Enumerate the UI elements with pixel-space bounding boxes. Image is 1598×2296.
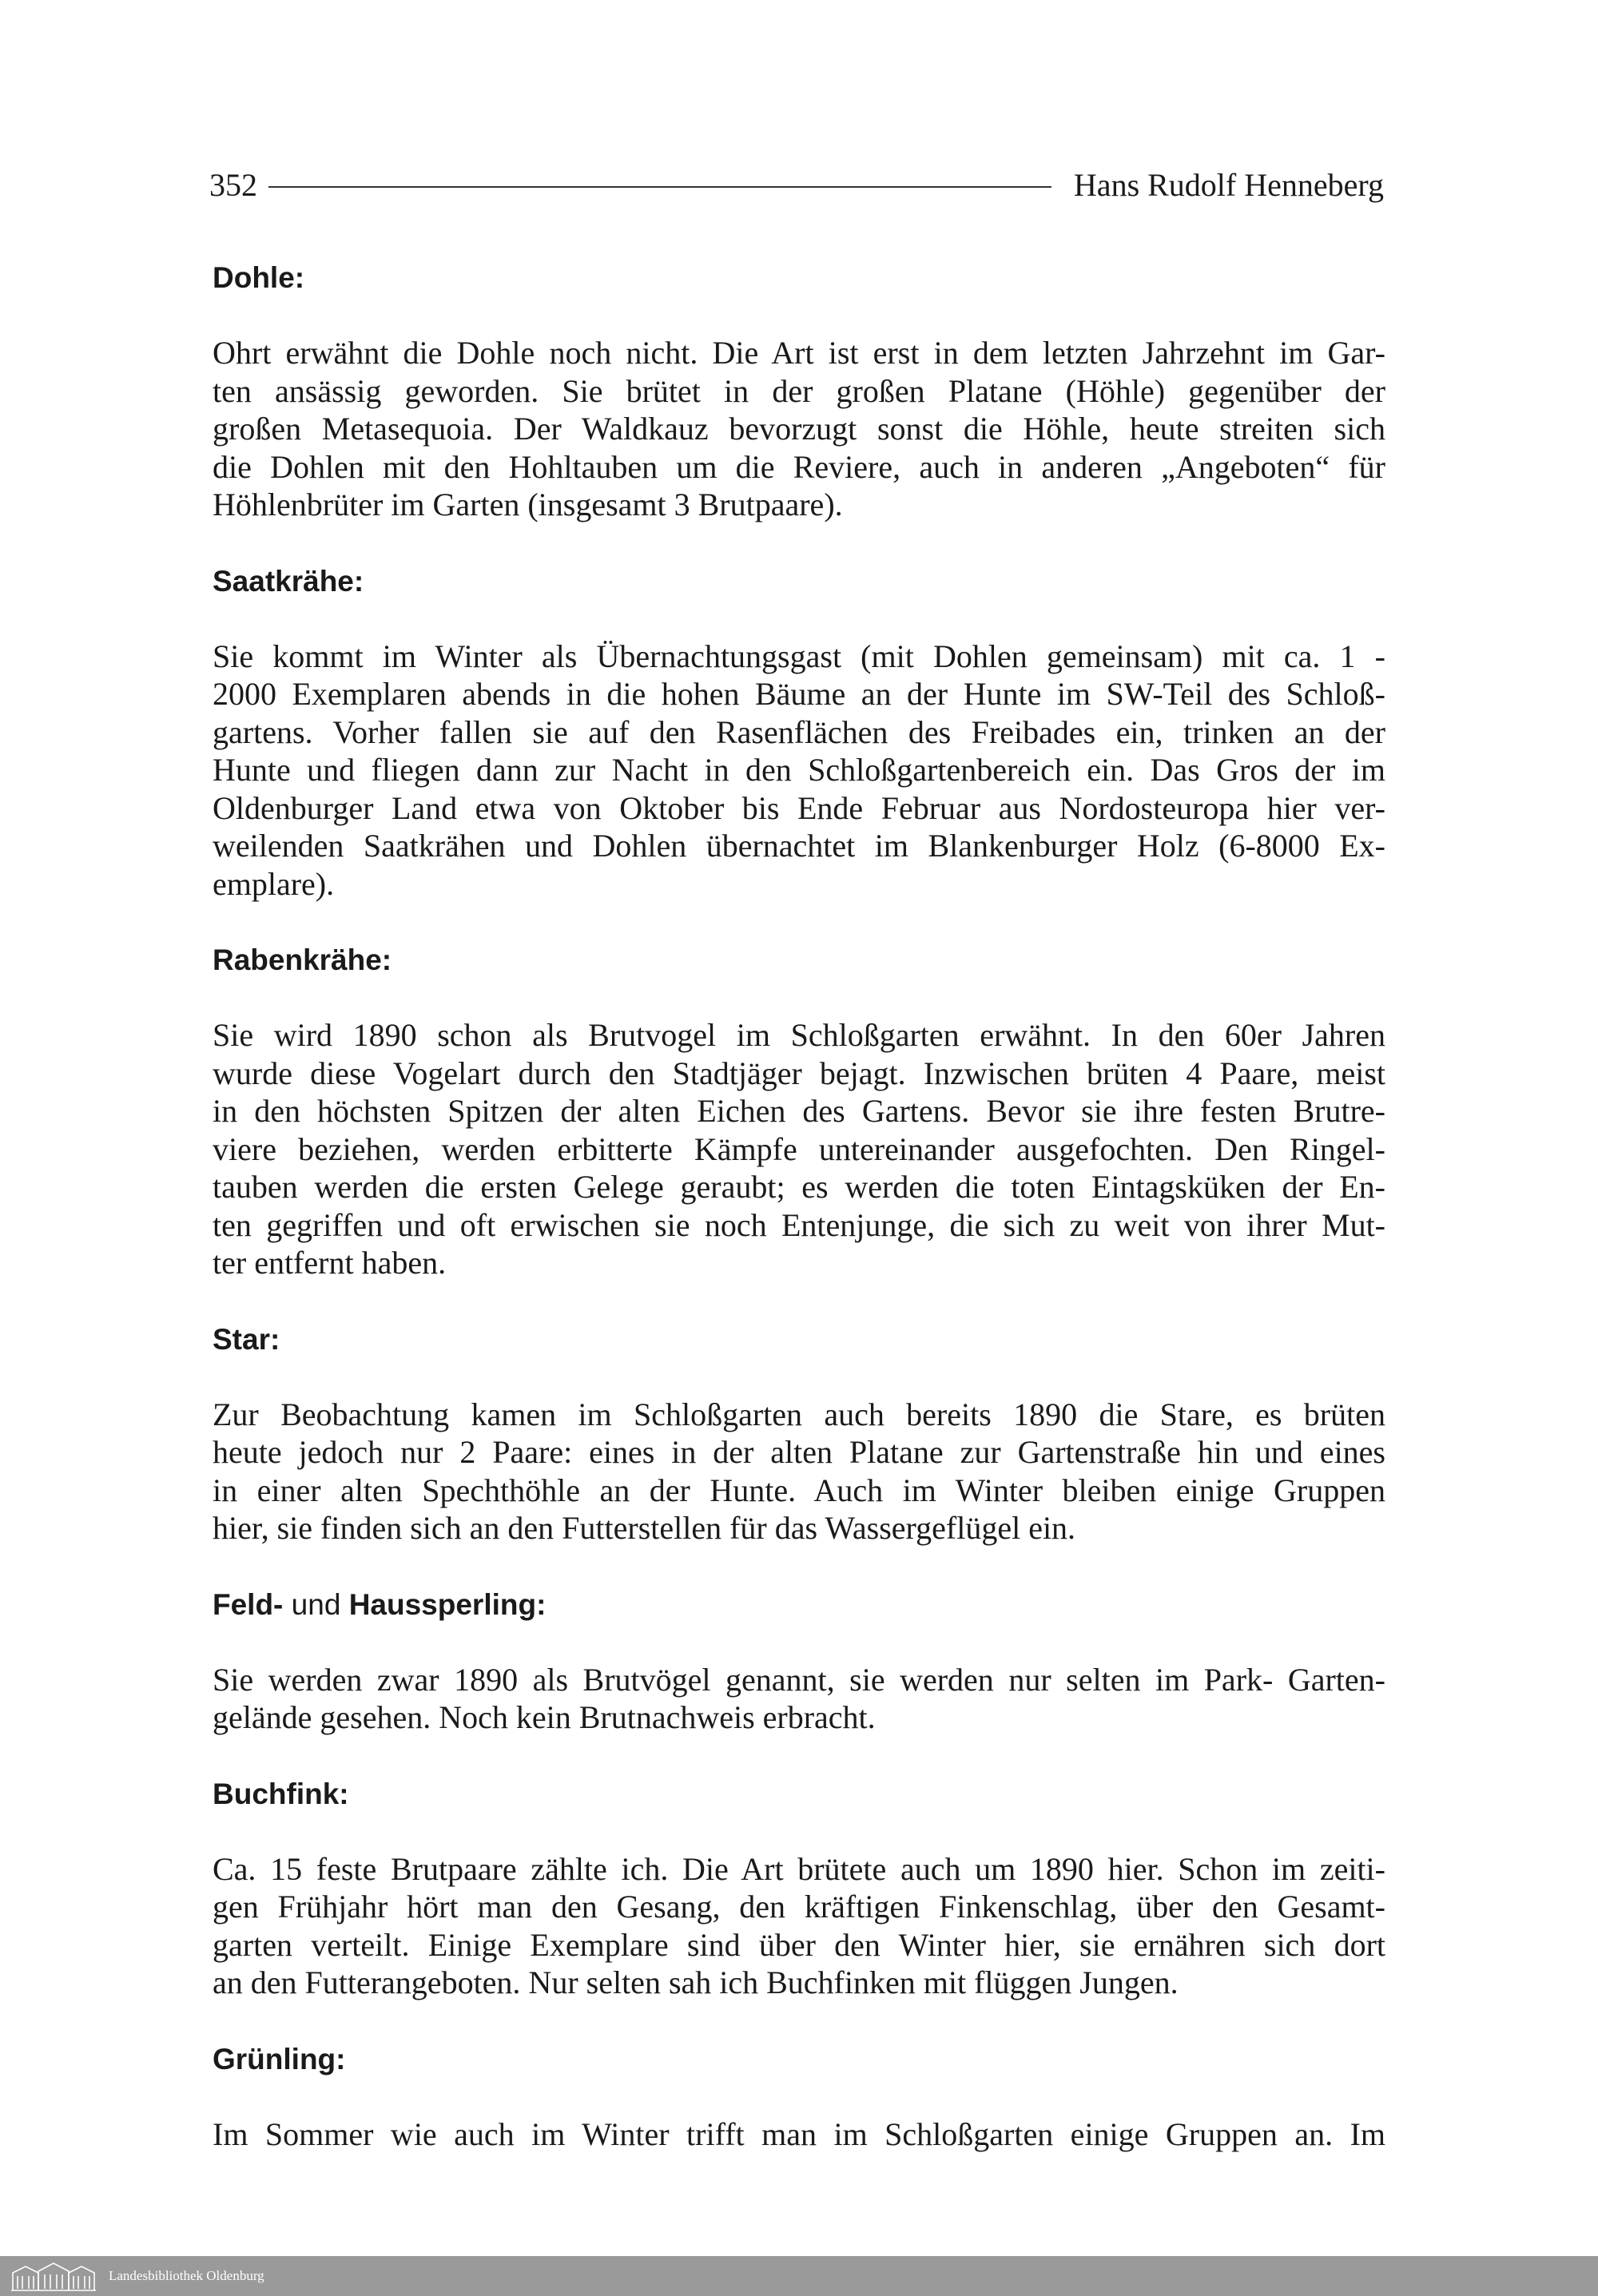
section-paragraph	[213, 1661, 1385, 1737]
text-line: an den Futterangeboten. Nur selten sah ich Buchfinken mit flüggen Jungen.	[213, 1964, 1179, 2000]
section-gruenling	[213, 2036, 1385, 2154]
heading-part: Haussperling:	[348, 1587, 547, 1621]
text-line: Sie werden zwar 1890 als Brutvögel genannt, sie werden nur selten im Park- Garten-	[213, 1661, 1385, 1698]
section-sperling	[213, 1581, 1385, 1737]
text-line: in den höchsten Spitzen der alten Eichen des Gartens. Bevor sie ihre festen Brutre-	[213, 1093, 1385, 1129]
text-line: Oldenburger Land etwa von Oktober bis Ende Februar aus Nordosteuropa hier ver-	[213, 789, 1385, 826]
text-line: Sie kommt im Winter als Übernachtungsgast (mit Dohlen gemeinsam) mit ca. 1 -	[213, 638, 1385, 674]
text-line: gelände gesehen. Noch kein Brutnachweis erbracht.	[213, 1699, 876, 1735]
section-heading: Rabenkrähe:	[213, 943, 392, 976]
running-head	[209, 162, 1384, 207]
text-line: Ca. 15 feste Brutpaare zählte ich. Die Art brütete auch um 1890 hier. Schon im zeiti-	[213, 1850, 1385, 1887]
section-heading: Dohle:	[213, 261, 305, 294]
text-line: garten verteilt. Einige Exemplare sind über den Winter hier, sie ernähren sich dort	[213, 1926, 1385, 1963]
section-heading	[213, 1581, 1385, 1629]
header-rule	[268, 186, 1051, 188]
text-line: Zur Beobachtung kamen im Schloßgarten auch bereits 1890 die Stare, es brüten	[213, 1396, 1385, 1432]
section-dohle	[213, 254, 1385, 524]
text-line: emplare).	[213, 865, 335, 902]
text-line: Im Sommer wie auch im Winter trifft man im Schloßgarten einige Gruppen an. Im	[213, 2115, 1385, 2152]
text-line: hier, sie finden sich an den Futterstellen für das Wassergeflügel ein.	[213, 1510, 1076, 1546]
section-paragraph	[213, 2115, 1385, 2154]
text-line: heute jedoch nur 2 Paare: eines in der alten Platane zur Gartenstraße hin und eines	[213, 1434, 1385, 1470]
text-line: ten ansässig geworden. Sie brütet in der großen Platane (Höhle) gegenüber der	[213, 372, 1385, 409]
text-line: Hunte und fliegen dann zur Nacht in den Schloßgartenbereich ein. Das Gros der im	[213, 752, 1385, 788]
section-rabenkraehe	[213, 936, 1385, 1282]
section-paragraph	[213, 334, 1385, 524]
text-line: Höhlenbrüter im Garten (insgesamt 3 Brutpaare).	[213, 487, 843, 522]
author-name: Hans Rudolf Henneberg	[1073, 166, 1384, 203]
text-line: viere beziehen, werden erbitterte Kämpfe untereinander ausgefochten. Den Ringel-	[213, 1130, 1385, 1167]
text-line: weilenden Saatkrähen und Dohlen übernachtet im Blankenburger Holz (6-8000 Ex-	[213, 828, 1385, 864]
section-buchfink	[213, 1770, 1385, 2002]
section-paragraph	[213, 1016, 1385, 1282]
text-line: 2000 Exemplaren abends in die hohen Bäume an der Hunte im SW-Teil des Schloß-	[213, 676, 1385, 712]
text-line: Sie wird 1890 schon als Brutvogel im Schloßgarten erwähnt. In den 60er Jahren	[213, 1017, 1385, 1053]
text-line: gartens. Vorher fallen sie auf den Rasenflächen des Freibades ein, trinken an der	[213, 713, 1385, 750]
section-paragraph	[213, 1850, 1385, 2002]
section-heading: Buchfink:	[213, 1777, 349, 1810]
section-heading: Grünling:	[213, 2042, 346, 2076]
heading-part: Feld-	[213, 1587, 284, 1621]
section-paragraph	[213, 1396, 1385, 1547]
section-paragraph	[213, 638, 1385, 904]
section-heading: Saatkrähe:	[213, 564, 364, 598]
library-name: Landesbibliothek Oldenburg	[109, 2268, 264, 2283]
text-line: wurde diese Vogelart durch den Stadtjäger bejagt. Inzwischen brüten 4 Paare, meist	[213, 1055, 1385, 1091]
section-saatkraehe	[213, 558, 1385, 904]
text-line: in einer alten Spechthöhle an der Hunte. Auch im Winter bleiben einige Gruppen	[213, 1472, 1385, 1508]
section-heading: Star:	[213, 1322, 280, 1356]
text-line: ter entfernt haben.	[213, 1245, 447, 1281]
text-line: die Dohlen mit den Hohltauben um die Reviere, auch in anderen „Angeboten“ für	[213, 448, 1385, 485]
library-building-icon	[10, 2260, 97, 2292]
text-line: gen Frühjahr hört man den Gesang, den kräftigen Finkenschlag, über den Gesamt-	[213, 1889, 1385, 1925]
text-line: tauben werden die ersten Gelege geraubt; es werden die toten Eintagsküken der En-	[213, 1169, 1385, 1205]
footer-bar	[0, 2256, 1598, 2296]
text-line: ten gegriffen und oft erwischen sie noch Entenjunge, die sich zu weit von ihrer Mut-	[213, 1206, 1385, 1243]
text-line: großen Metasequoia. Der Waldkauz bevorzugt sonst die Höhle, heute streiten sich	[213, 411, 1385, 447]
section-star	[213, 1316, 1385, 1547]
heading-part: und	[283, 1587, 349, 1621]
page-number: 352	[209, 166, 257, 203]
page-content	[213, 254, 1385, 2187]
text-line: Ohrt erwähnt die Dohle noch nicht. Die Art ist erst in dem letzten Jahrzehnt im Gar-	[213, 335, 1385, 371]
